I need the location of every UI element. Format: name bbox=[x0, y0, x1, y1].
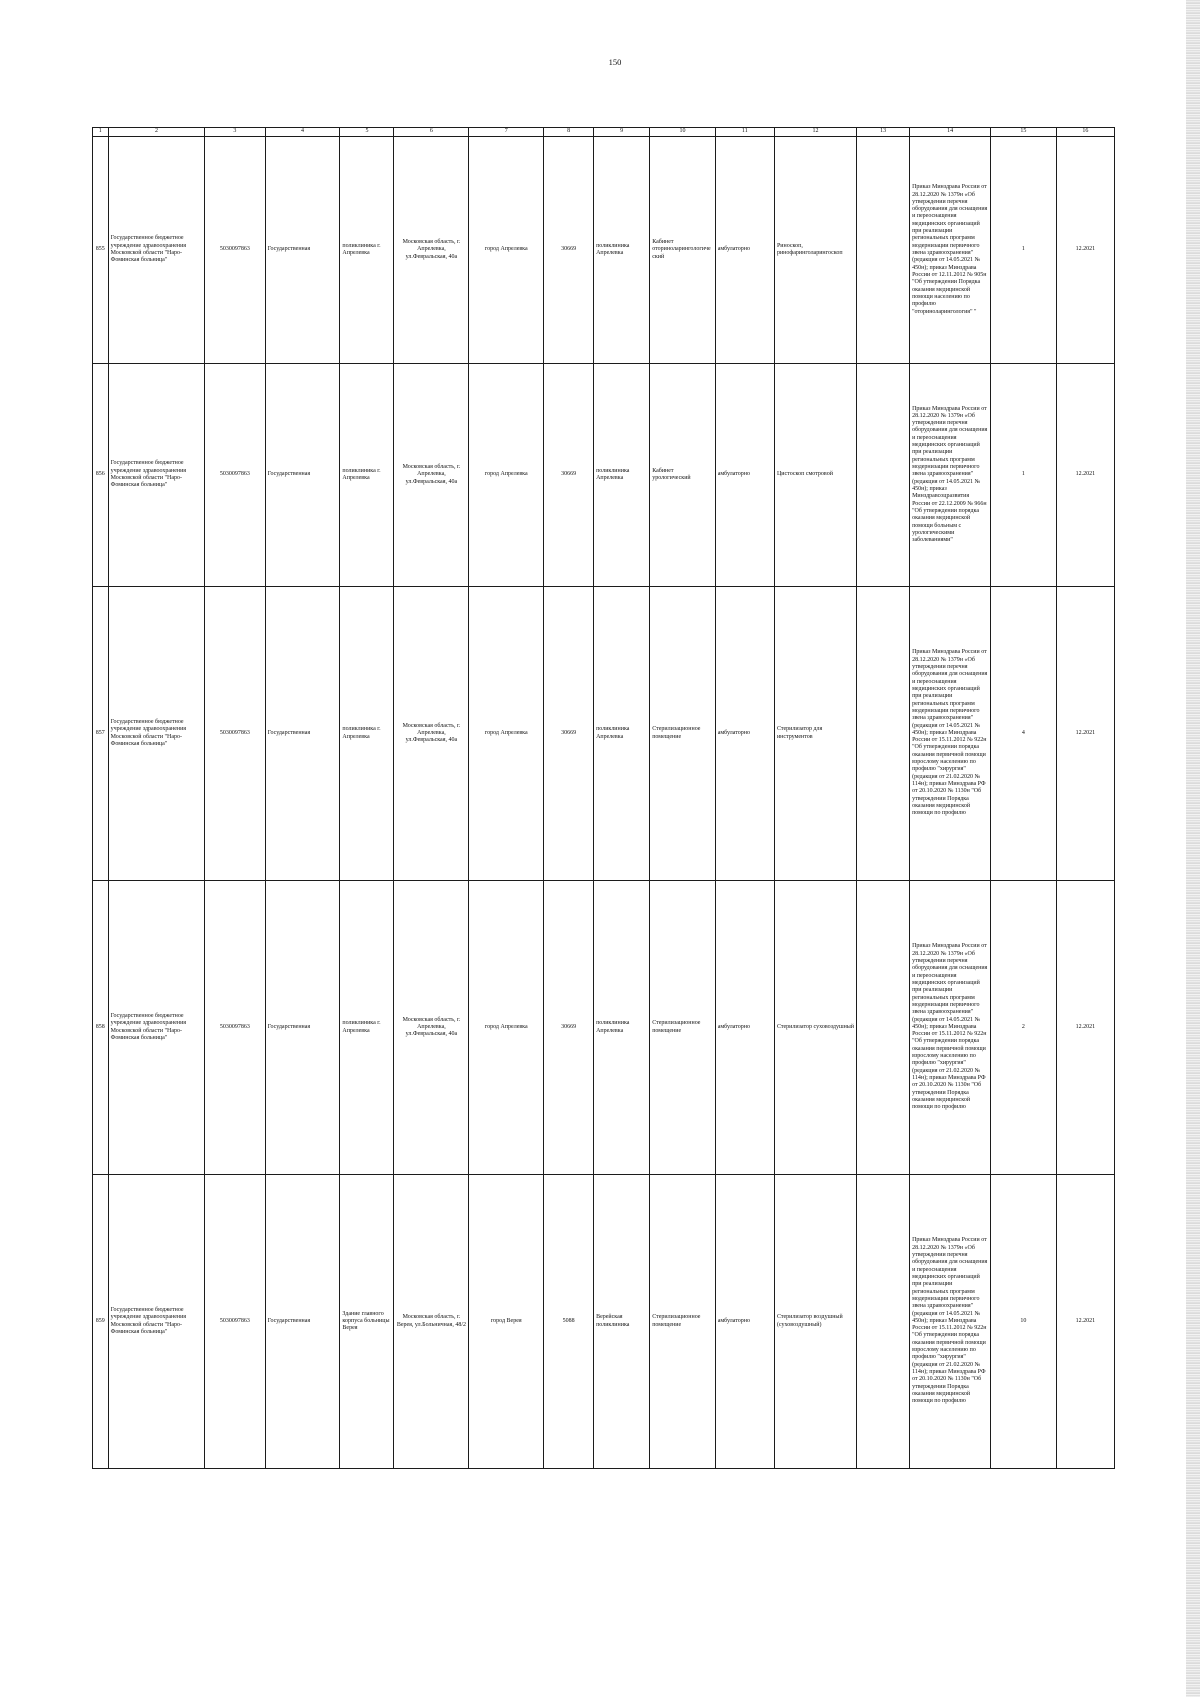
address: Московская область, г. Апрелевка, ул.Февральская, 40а bbox=[394, 587, 469, 881]
row-number: 857 bbox=[93, 587, 109, 881]
quantity: 1 bbox=[991, 137, 1056, 364]
inn-code: 5030097863 bbox=[205, 881, 265, 1175]
regulatory-basis bbox=[910, 364, 991, 587]
equipment-name: Стерилизатор воздушный (суховоздушный) bbox=[774, 1175, 856, 1469]
column-header: 4 bbox=[265, 128, 340, 137]
deadline: 12.2021 bbox=[1056, 881, 1114, 1175]
regulatory-basis-text: Приказ Минздрава России от 28.12.2020 № 1379н «Об утверждении перечня оборудования для оснащения и переоснащения медицинских организаций при реализации региональных программ модернизации первичного звена здравоохранения"(редакция от 14.05.2021 № 450н); приказ Минздрава России от 12.11.2012 № 905н "Об утверждении Порядка оказания медицинской помощи населению по профилю "оториноларингология" " bbox=[912, 184, 988, 315]
room: Кабинет оториноларингологический bbox=[650, 137, 715, 364]
column-13-cell bbox=[857, 1175, 910, 1469]
subdivision: Верейская поликлиника bbox=[594, 1175, 650, 1469]
address: Московская область, г. Апрелевка, ул.Февральская, 40а bbox=[394, 137, 469, 364]
subdivision: поликлиника Апрелевка bbox=[594, 364, 650, 587]
institution-name: Государственное бюджетное учреждение здравоохранения Московской области "Наро-Фоминская больница" bbox=[108, 1175, 205, 1469]
care-type: амбулаторно bbox=[715, 137, 774, 364]
table-row bbox=[93, 587, 1115, 881]
ownership-form: Государственная bbox=[265, 587, 340, 881]
column-header: 9 bbox=[594, 128, 650, 137]
institution-name: Государственное бюджетное учреждение здравоохранения Московской области "Наро-Фоминская больница" bbox=[108, 364, 205, 587]
institution-name: Государственное бюджетное учреждение здравоохранения Московской области "Наро-Фоминская больница" bbox=[108, 137, 205, 364]
table-row bbox=[93, 364, 1115, 587]
column-header: 13 bbox=[857, 128, 910, 137]
column-header: 6 bbox=[394, 128, 469, 137]
deadline: 12.2021 bbox=[1056, 587, 1114, 881]
subdivision: поликлиника Апрелевка bbox=[594, 881, 650, 1175]
column-header: 8 bbox=[544, 128, 594, 137]
regulatory-basis-text: Приказ Минздрава России от 28.12.2020 № 1379н «Об утверждении перечня оборудования для оснащения и переоснащения медицинских организаций при реализации региональных программ модернизации первичного звена здравоохранения"(редакция от 14.05.2021 № 450н); приказ Минздрава России от 15.11.2012 № 922н "Об утверждении порядка оказания первичной помощи взрослому населению по профилю "хирургия" (редакция от 21.02.2020 № 114н); приказ Минздрава РФ от 20.10.2020 № 1130н "Об утверждении Порядка оказания медицинской помощи по профилю bbox=[912, 649, 988, 817]
settlement: город Апрелевка bbox=[469, 364, 544, 587]
ownership-form: Государственная bbox=[265, 137, 340, 364]
row-number: 858 bbox=[93, 881, 109, 1175]
column-header: 12 bbox=[774, 128, 856, 137]
column-header: 10 bbox=[650, 128, 715, 137]
inn-code: 5030097863 bbox=[205, 1175, 265, 1469]
settlement: город Апрелевка bbox=[469, 587, 544, 881]
column-13-cell bbox=[857, 364, 910, 587]
inn-code: 5030097863 bbox=[205, 364, 265, 587]
structural-unit: поликлиника г. Апрелевка bbox=[340, 364, 394, 587]
structural-unit: поликлиника г. Апрелевка bbox=[340, 881, 394, 1175]
deadline: 12.2021 bbox=[1056, 1175, 1114, 1469]
structural-unit: Здание главного корпуса больницы Верея bbox=[340, 1175, 394, 1469]
column-13-cell bbox=[857, 881, 910, 1175]
room: Кабинет урологический bbox=[650, 364, 715, 587]
address: Московская область, г. Апрелевка, ул.Февральская, 40а bbox=[394, 364, 469, 587]
quantity: 4 bbox=[991, 587, 1056, 881]
column-header: 16 bbox=[1056, 128, 1114, 137]
column-header: 2 bbox=[108, 128, 205, 137]
table-row bbox=[93, 137, 1115, 364]
column-header: 15 bbox=[991, 128, 1056, 137]
regulatory-basis bbox=[910, 1175, 991, 1469]
regulatory-basis bbox=[910, 587, 991, 881]
table-row bbox=[93, 881, 1115, 1175]
care-type: амбулаторно bbox=[715, 1175, 774, 1469]
ownership-form: Государственная bbox=[265, 364, 340, 587]
settlement: город Апрелевка bbox=[469, 881, 544, 1175]
care-type: амбулаторно bbox=[715, 587, 774, 881]
deadline: 12.2021 bbox=[1056, 364, 1114, 587]
institution-name: Государственное бюджетное учреждение здравоохранения Московской области "Наро-Фоминская больница" bbox=[108, 881, 205, 1175]
population: 30669 bbox=[544, 587, 594, 881]
deadline: 12.2021 bbox=[1056, 137, 1114, 364]
address: Московская область, г. Верея, ул.Больничная, 48/2 bbox=[394, 1175, 469, 1469]
table-row bbox=[93, 1175, 1115, 1469]
row-number: 859 bbox=[93, 1175, 109, 1469]
equipment-name: Стерилизатор для инструментов bbox=[774, 587, 856, 881]
inn-code: 5030097863 bbox=[205, 137, 265, 364]
population: 5088 bbox=[544, 1175, 594, 1469]
ownership-form: Государственная bbox=[265, 881, 340, 1175]
quantity: 1 bbox=[991, 364, 1056, 587]
subdivision: поликлиника Апрелевка bbox=[594, 587, 650, 881]
regulatory-basis-text: Приказ Минздрава России от 28.12.2020 № 1379н «Об утверждении перечня оборудования для оснащения и переоснащения медицинских организаций при реализации региональных программ модернизации первичного звена здравоохранения"(редакция от 14.05.2021 № 450н); приказ Минздрава России от 15.11.2012 № 922н "Об утверждении порядка оказания первичной помощи взрослому населению по профилю "хирургия" (редакция от 21.02.2020 № 114н); приказ Минздрава РФ от 20.10.2020 № 1130н "Об утверждении Порядка оказания медицинской помощи по профилю bbox=[912, 1237, 988, 1405]
structural-unit: поликлиника г. Апрелевка bbox=[340, 587, 394, 881]
column-header: 11 bbox=[715, 128, 774, 137]
column-number-row bbox=[93, 128, 1115, 137]
column-header: 3 bbox=[205, 128, 265, 137]
equipment-name: Цистоскоп смотровой bbox=[774, 364, 856, 587]
column-header: 7 bbox=[469, 128, 544, 137]
ownership-form: Государственная bbox=[265, 1175, 340, 1469]
quantity: 10 bbox=[991, 1175, 1056, 1469]
scan-edge-artifact bbox=[1186, 0, 1200, 1697]
regulatory-basis bbox=[910, 881, 991, 1175]
room: Стерилизационное помещение bbox=[650, 1175, 715, 1469]
regulatory-basis-text: Приказ Минздрава России от 28.12.2020 № 1379н «Об утверждении перечня оборудования для оснащения и переоснащения медицинских организаций при реализации региональных программ модернизации первичного звена здравоохранения"(редакция от 14.05.2021 № 450н); приказ Минздравсоцразвития России от 22.12.2009 № 966н "Об утверждении порядка оказания медицинской помощи больным с урологическими заболеваниями" bbox=[912, 405, 988, 544]
column-header: 14 bbox=[910, 128, 991, 137]
population: 30669 bbox=[544, 137, 594, 364]
regulatory-basis bbox=[910, 137, 991, 364]
population: 30669 bbox=[544, 881, 594, 1175]
equipment-register-table bbox=[92, 127, 1115, 1469]
care-type: амбулаторно bbox=[715, 364, 774, 587]
regulatory-basis-text: Приказ Минздрава России от 28.12.2020 № 1379н «Об утверждении перечня оборудования для оснащения и переоснащения медицинских организаций при реализации региональных программ модернизации первичного звена здравоохранения"(редакция от 14.05.2021 № 450н); приказ Минздрава России от 15.11.2012 № 922н "Об утверждении порядка оказания первичной помощи взрослому населению по профилю "хирургия" (редакция от 21.02.2020 № 114н); приказ Минздрава РФ от 20.10.2020 № 1130н "Об утверждении Порядка оказания медицинской помощи по профилю bbox=[912, 943, 988, 1111]
quantity: 2 bbox=[991, 881, 1056, 1175]
row-number: 856 bbox=[93, 364, 109, 587]
care-type: амбулаторно bbox=[715, 881, 774, 1175]
column-13-cell bbox=[857, 587, 910, 881]
address: Московская область, г. Апрелевка, ул.Февральская, 40а bbox=[394, 881, 469, 1175]
column-13-cell bbox=[857, 137, 910, 364]
equipment-name: Стерилизатор суховоздушный bbox=[774, 881, 856, 1175]
institution-name: Государственное бюджетное учреждение здравоохранения Московской области "Наро-Фоминская больница" bbox=[108, 587, 205, 881]
room: Стерилизационное помещение bbox=[650, 881, 715, 1175]
page-number: 150 bbox=[608, 57, 622, 67]
room: Стерилизационное помещение bbox=[650, 587, 715, 881]
column-header: 5 bbox=[340, 128, 394, 137]
settlement: город Апрелевка bbox=[469, 137, 544, 364]
inn-code: 5030097863 bbox=[205, 587, 265, 881]
row-number: 855 bbox=[93, 137, 109, 364]
column-header: 1 bbox=[93, 128, 109, 137]
settlement: город Верея bbox=[469, 1175, 544, 1469]
equipment-name: Риноскоп, ринофаринголарингоскоп bbox=[774, 137, 856, 364]
subdivision: поликлиника Апрелевка bbox=[594, 137, 650, 364]
population: 30669 bbox=[544, 364, 594, 587]
structural-unit: поликлиника г. Апрелевка bbox=[340, 137, 394, 364]
